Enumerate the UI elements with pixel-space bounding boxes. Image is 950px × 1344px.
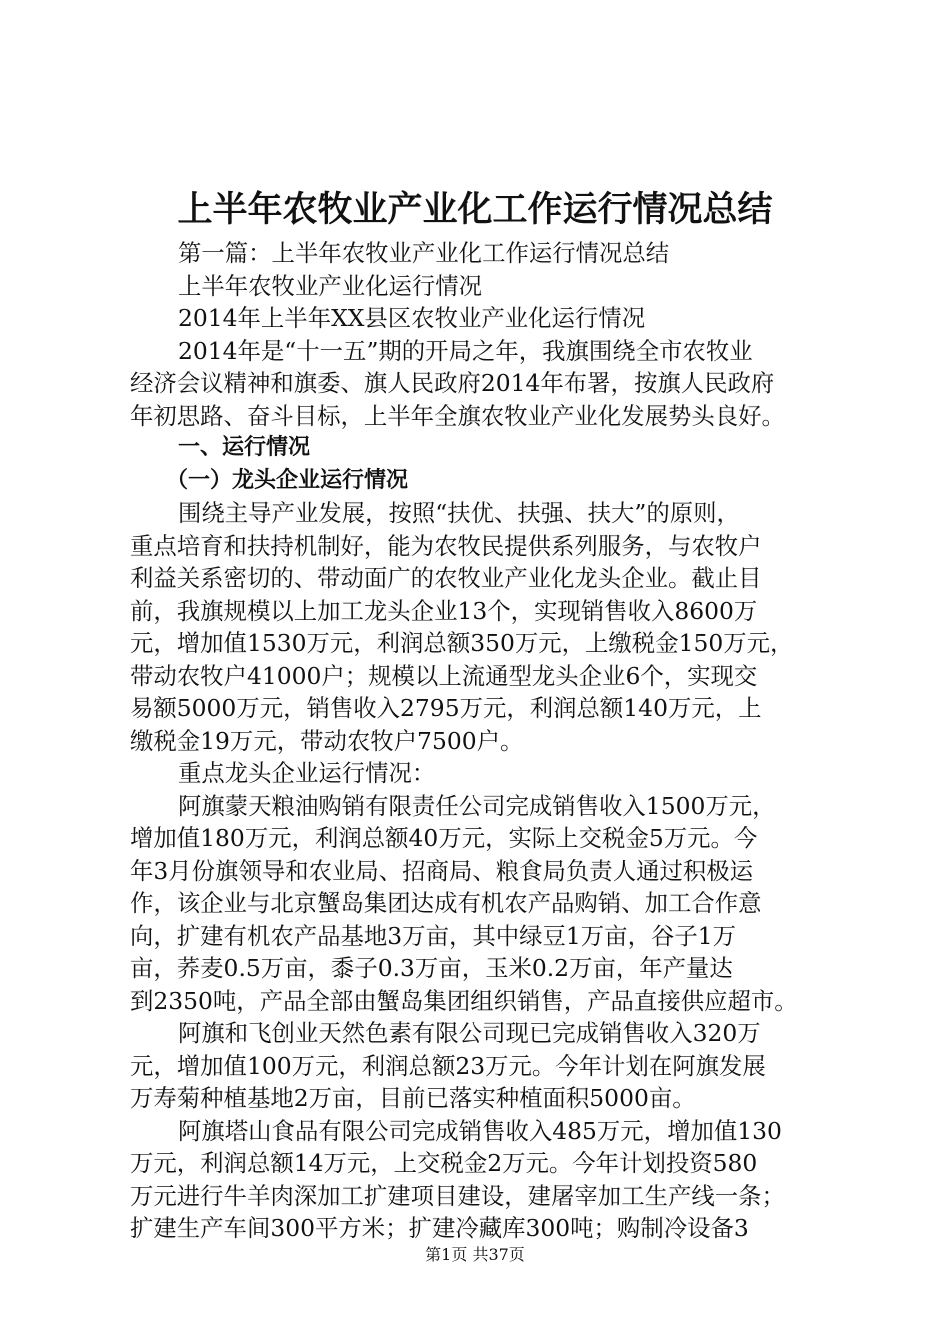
paragraph-line: 易额5000万元，销售收入2795万元，利润总额140万元，上 <box>130 694 762 722</box>
page-number-footer: 第1页 共37页 <box>425 1245 525 1264</box>
section-heading: 一、运行情况 <box>178 435 311 460</box>
document-body <box>130 237 836 1245</box>
paragraph-line: 重点培育和扶持机制好，能为农牧民提供系列服务，与农牧户 <box>130 531 762 560</box>
paragraph-line: 利益关系密切的、带动面广的农牧业产业化龙头企业。截止目 <box>130 564 762 592</box>
document-title: 上半年农牧业产业化工作运行情况总结 <box>177 190 773 230</box>
paragraph-line: 年3月份旗领导和农业局、招商局、粮食局负责人通过积极运 <box>130 856 754 885</box>
paragraph-line: 向，扩建有机农产品基地3万亩，其中绿豆1万亩，谷子1万 <box>130 921 737 950</box>
paragraph-line: 扩建生产车间300平方米；扩建冷藏库300吨；购制冷设备3 <box>130 1214 749 1242</box>
paragraph-line: 经济会议精神和旗委、旗人民政府2014年布署，按旗人民政府 <box>130 369 775 397</box>
subtitle-line: 2014年上半年XX县区农牧业产业化运行情况 <box>178 304 646 332</box>
paragraph-line: 带动农牧户41000户；规模以上流通型龙头企业6个，实现交 <box>130 661 758 690</box>
paragraph-line: 前，我旗规模以上加工龙头企业13个，实现销售收入8600万 <box>130 596 758 625</box>
paragraph-line: 增加值180万元，利润总额40万元，实际上交税金5万元。今 <box>130 824 758 852</box>
paragraph-line: 亩，荞麦0.5万亩，黍子0.3万亩，玉米0.2万亩，年产量达 <box>130 954 733 982</box>
subsection-heading: （一）龙头企业运行情况 <box>166 467 409 493</box>
paragraph-line: 万寿菊种植基地2万亩，目前已落实种植面积5000亩。 <box>130 1084 696 1112</box>
paragraph-line: 阿旗和飞创业天然色素有限公司现已完成销售收入320万 <box>178 1019 761 1047</box>
paragraph-line: 阿旗塔山食品有限公司完成销售收入485万元，增加值130 <box>178 1116 782 1145</box>
paragraph-line: 重点龙头企业运行情况： <box>178 759 436 787</box>
paragraph-line: 作，该企业与北京蟹岛集团达成有机农产品购销、加工合作意 <box>130 889 762 917</box>
paragraph-line: 到2350吨，产品全部由蟹岛集团组织销售，产品直接供应超市。 <box>130 986 798 1015</box>
paragraph-line: 元，增加值1530万元，利润总额350万元，上缴税金150万元， <box>130 629 794 657</box>
paragraph-line: 围绕主导产业发展，按照“扶优、扶强、扶大”的原则， <box>178 499 740 527</box>
paragraph-line: 元，增加值100万元，利润总额23万元。今年计划在阿旗发展 <box>130 1051 766 1080</box>
paragraph-line: 缴税金19万元，带动农牧户7500户。 <box>130 726 524 755</box>
subtitle-line: 第一篇：上半年农牧业产业化工作运行情况总结 <box>178 239 670 267</box>
paragraph-line: 阿旗蒙天粮油购销有限责任公司完成销售收入1500万元， <box>178 791 776 820</box>
subtitle-line: 上半年农牧业产业化运行情况 <box>178 271 483 300</box>
paragraph-line: 万元，利润总额14万元，上交税金2万元。今年计划投资580 <box>130 1149 758 1177</box>
paragraph-line: 万元进行牛羊肉深加工扩建项目建设，建屠宰加工生产线一条； <box>130 1181 785 1210</box>
paragraph-line: 年初思路、奋斗目标，上半年全旗农牧业产业化发展势头良好。 <box>130 401 785 430</box>
paragraph-line: 2014年是“十一五”期的开局之年，我旗围绕全市农牧业 <box>178 336 753 365</box>
